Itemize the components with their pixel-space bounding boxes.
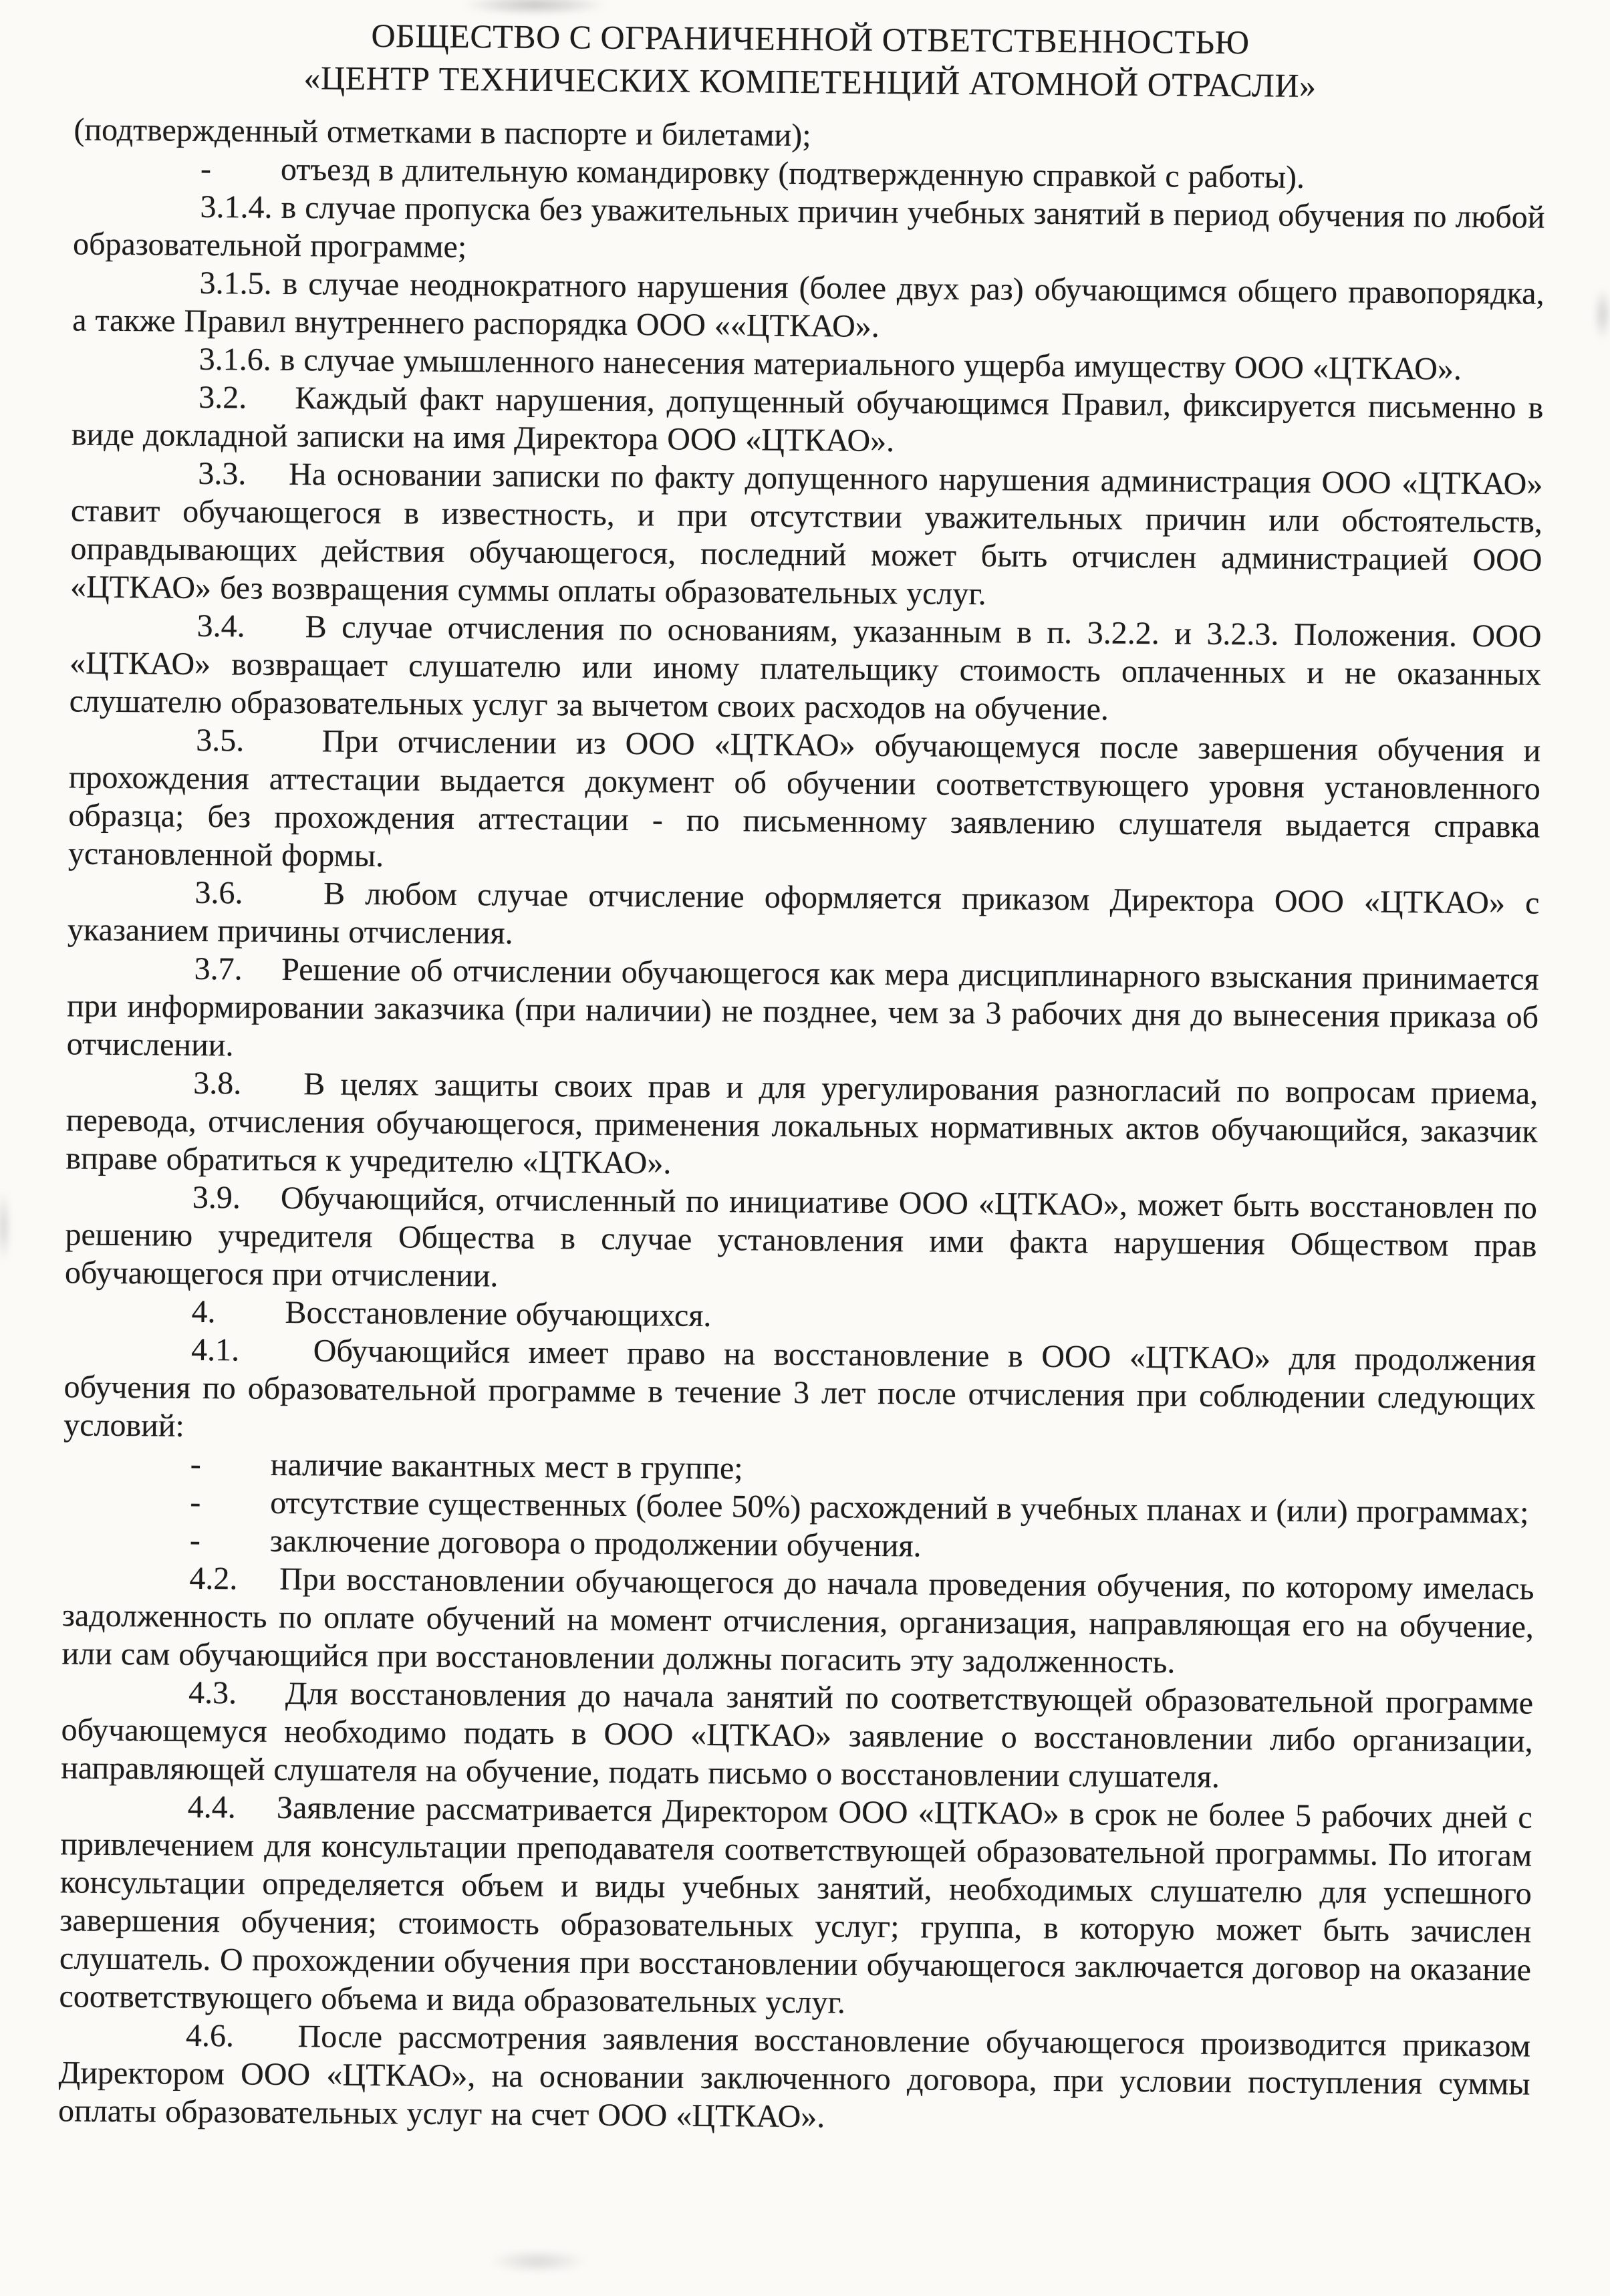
document-body xyxy=(58,110,1546,2141)
para-3-8: 3.8. В целях защиты своих прав и для урегулирования разногласий по вопросам приема, перевода, отчисления обучающегося, применения локальных нормативных актов обучающийся, заказчик вправе обратиться к учредителю «ЦТКАО». xyxy=(65,1065,1538,1181)
document-title xyxy=(74,11,1547,108)
para-dash-business-trip: - отъезд в длительную командировку (подтвержденную справкой с работы). xyxy=(200,150,1305,195)
para-4-2: 4.2. При восстановлении обучающегося до начала проведения обучения, по которому имелась задолженность по оплате обучений на момент отчисления, организация, направляющая его на обучение, или сам обучающийся при восстановлении должны погасить эту задолженность. xyxy=(61,1560,1534,1680)
para-dash-discrepancies: - отсутствие существенных (более 50%) расхождений в учебных планах и (или) программах; xyxy=(190,1484,1529,1531)
para-passport-note: (подтвержденный отметками в паспорте и билетами); xyxy=(74,112,811,154)
para-4-6: 4.6. После рассмотрения заявления восстановление обучающегося производится приказом Директором ООО «ЦТКАО», на основании заключенного договора, при условии поступления суммы оплаты образовательных услуг на счет ООО «ЦТКАО». xyxy=(57,2017,1531,2135)
scan-artifact-bottom xyxy=(488,2249,588,2273)
para-3-5: 3.5. При отчислении из ООО «ЦТКАО» обучающемуся после завершения обучения и прохождения аттестации выдается документ об обучении соответствующего уровня установленного образца; без прохождения аттестации - по письменному заявлению слушателя выдается справка установленной формы. xyxy=(68,722,1541,874)
para-3-4: 3.4. В случае отчисления по основаниям, указанным в п. 3.2.2. и 3.2.3. Положения. ООО «ЦТКАО» возвращает слушателю или иному плательщику стоимость оплаченных и не оказанных слушателю образовательных услуг за вычетом своих расходов на обучение. xyxy=(69,608,1542,727)
para-dash-vacancies: - наличие вакантных мест в группе; xyxy=(190,1446,743,1487)
para-3-2: 3.2. Каждый факт нарушения, допущенный обучающимся Правил, фиксируется письменно в виде докладной записки на имя Директора ООО «ЦТКАО». xyxy=(71,379,1544,459)
para-3-6: 3.6. В любом случае отчисление оформляется приказом Директора ООО «ЦТКАО» с указанием причины отчисления. xyxy=(67,874,1540,951)
para-4-1: 4.1. Обучающийся имеет право на восстановление в ООО «ЦТКАО» для продолжения обучения по образовательной программе в течение 3 лет после отчисления при соблюдении следующих условий: xyxy=(63,1331,1536,1444)
para-dash-contract: - заключение договора о продолжении обучения. xyxy=(189,1522,922,1564)
para-4-3: 4.3. Для восстановления до начала занятий по соответствующей образовательной программе обучающемуся необходимо подать в ООО «ЦТКАО» заявление о восстановлении либо организации, направляющей слушателя на обучение, подать письмо о восстановлении слушателя. xyxy=(60,1674,1534,1795)
document-title-line2: «ЦЕНТР ТЕХНИЧЕСКИХ КОМПЕТЕНЦИЙ АТОМНОЙ ОТРАСЛИ» xyxy=(303,59,1317,105)
para-3-7: 3.7. Решение об отчислении обучающегося как мера дисциплинарного взыскания принимается при информировании заказчика (при наличии) не позднее, чем за 3 рабочих дня до вынесения приказа об отчислении. xyxy=(66,950,1539,1063)
para-3-1-4: 3.1.4. в случае пропуска без уважительных причин учебных занятий в период обучения по любой образовательной программе; xyxy=(72,188,1545,265)
document-title-line1: ОБЩЕСТВО С ОГРАНИЧЕННОЙ ОТВЕТСТВЕННОСТЬЮ xyxy=(371,16,1250,61)
para-3-1-5: 3.1.5. в случае неоднократного нарушения (более двух раз) обучающимся общего правопорядка, а также Правил внутреннего распорядка ООО ««ЦТКАО». xyxy=(72,265,1545,344)
para-4-heading: 4. Восстановление обучающихся. xyxy=(191,1293,712,1333)
para-3-1-6: 3.1.6. в случае умышленного нанесения материального ущерба имуществу ООО «ЦТКАО». xyxy=(198,341,1462,387)
para-4-4: 4.4. Заявление рассматривается Директором ООО «ЦТКАО» в срок не более 5 рабочих дней с привлечением для консультации преподавателя соответствующей образовательной программы. По итогам консультации определяется объем и виды учебных занятий, необходимых слушателю для успешного завершения обучения; стоимость образовательных услуг; группа, в которую может быть зачислен слушатель. О прохождении обучения при восстановлении обучающегося заключается договор на оказание соответствующего объема и вида образовательных услуг. xyxy=(59,1789,1532,2021)
para-3-3: 3.3. На основании записки по факту допущенного нарушения администрация ООО «ЦТКАО» ставит обучающегося в известность, и при отсутствии уважительных причин или обстоятельств, оправдывающих действия обучающегося, последний может быть отчислен администрацией ООО «ЦТКАО» без возвращения суммы оплаты образовательных услуг. xyxy=(70,455,1543,612)
para-3-9: 3.9. Обучающийся, отчисленный по инициативе ООО «ЦТКАО», может быть восстановлен по решению учредителя Общества в случае установления ими факта нарушения Обществом прав обучающегося при отчислении. xyxy=(64,1179,1538,1294)
